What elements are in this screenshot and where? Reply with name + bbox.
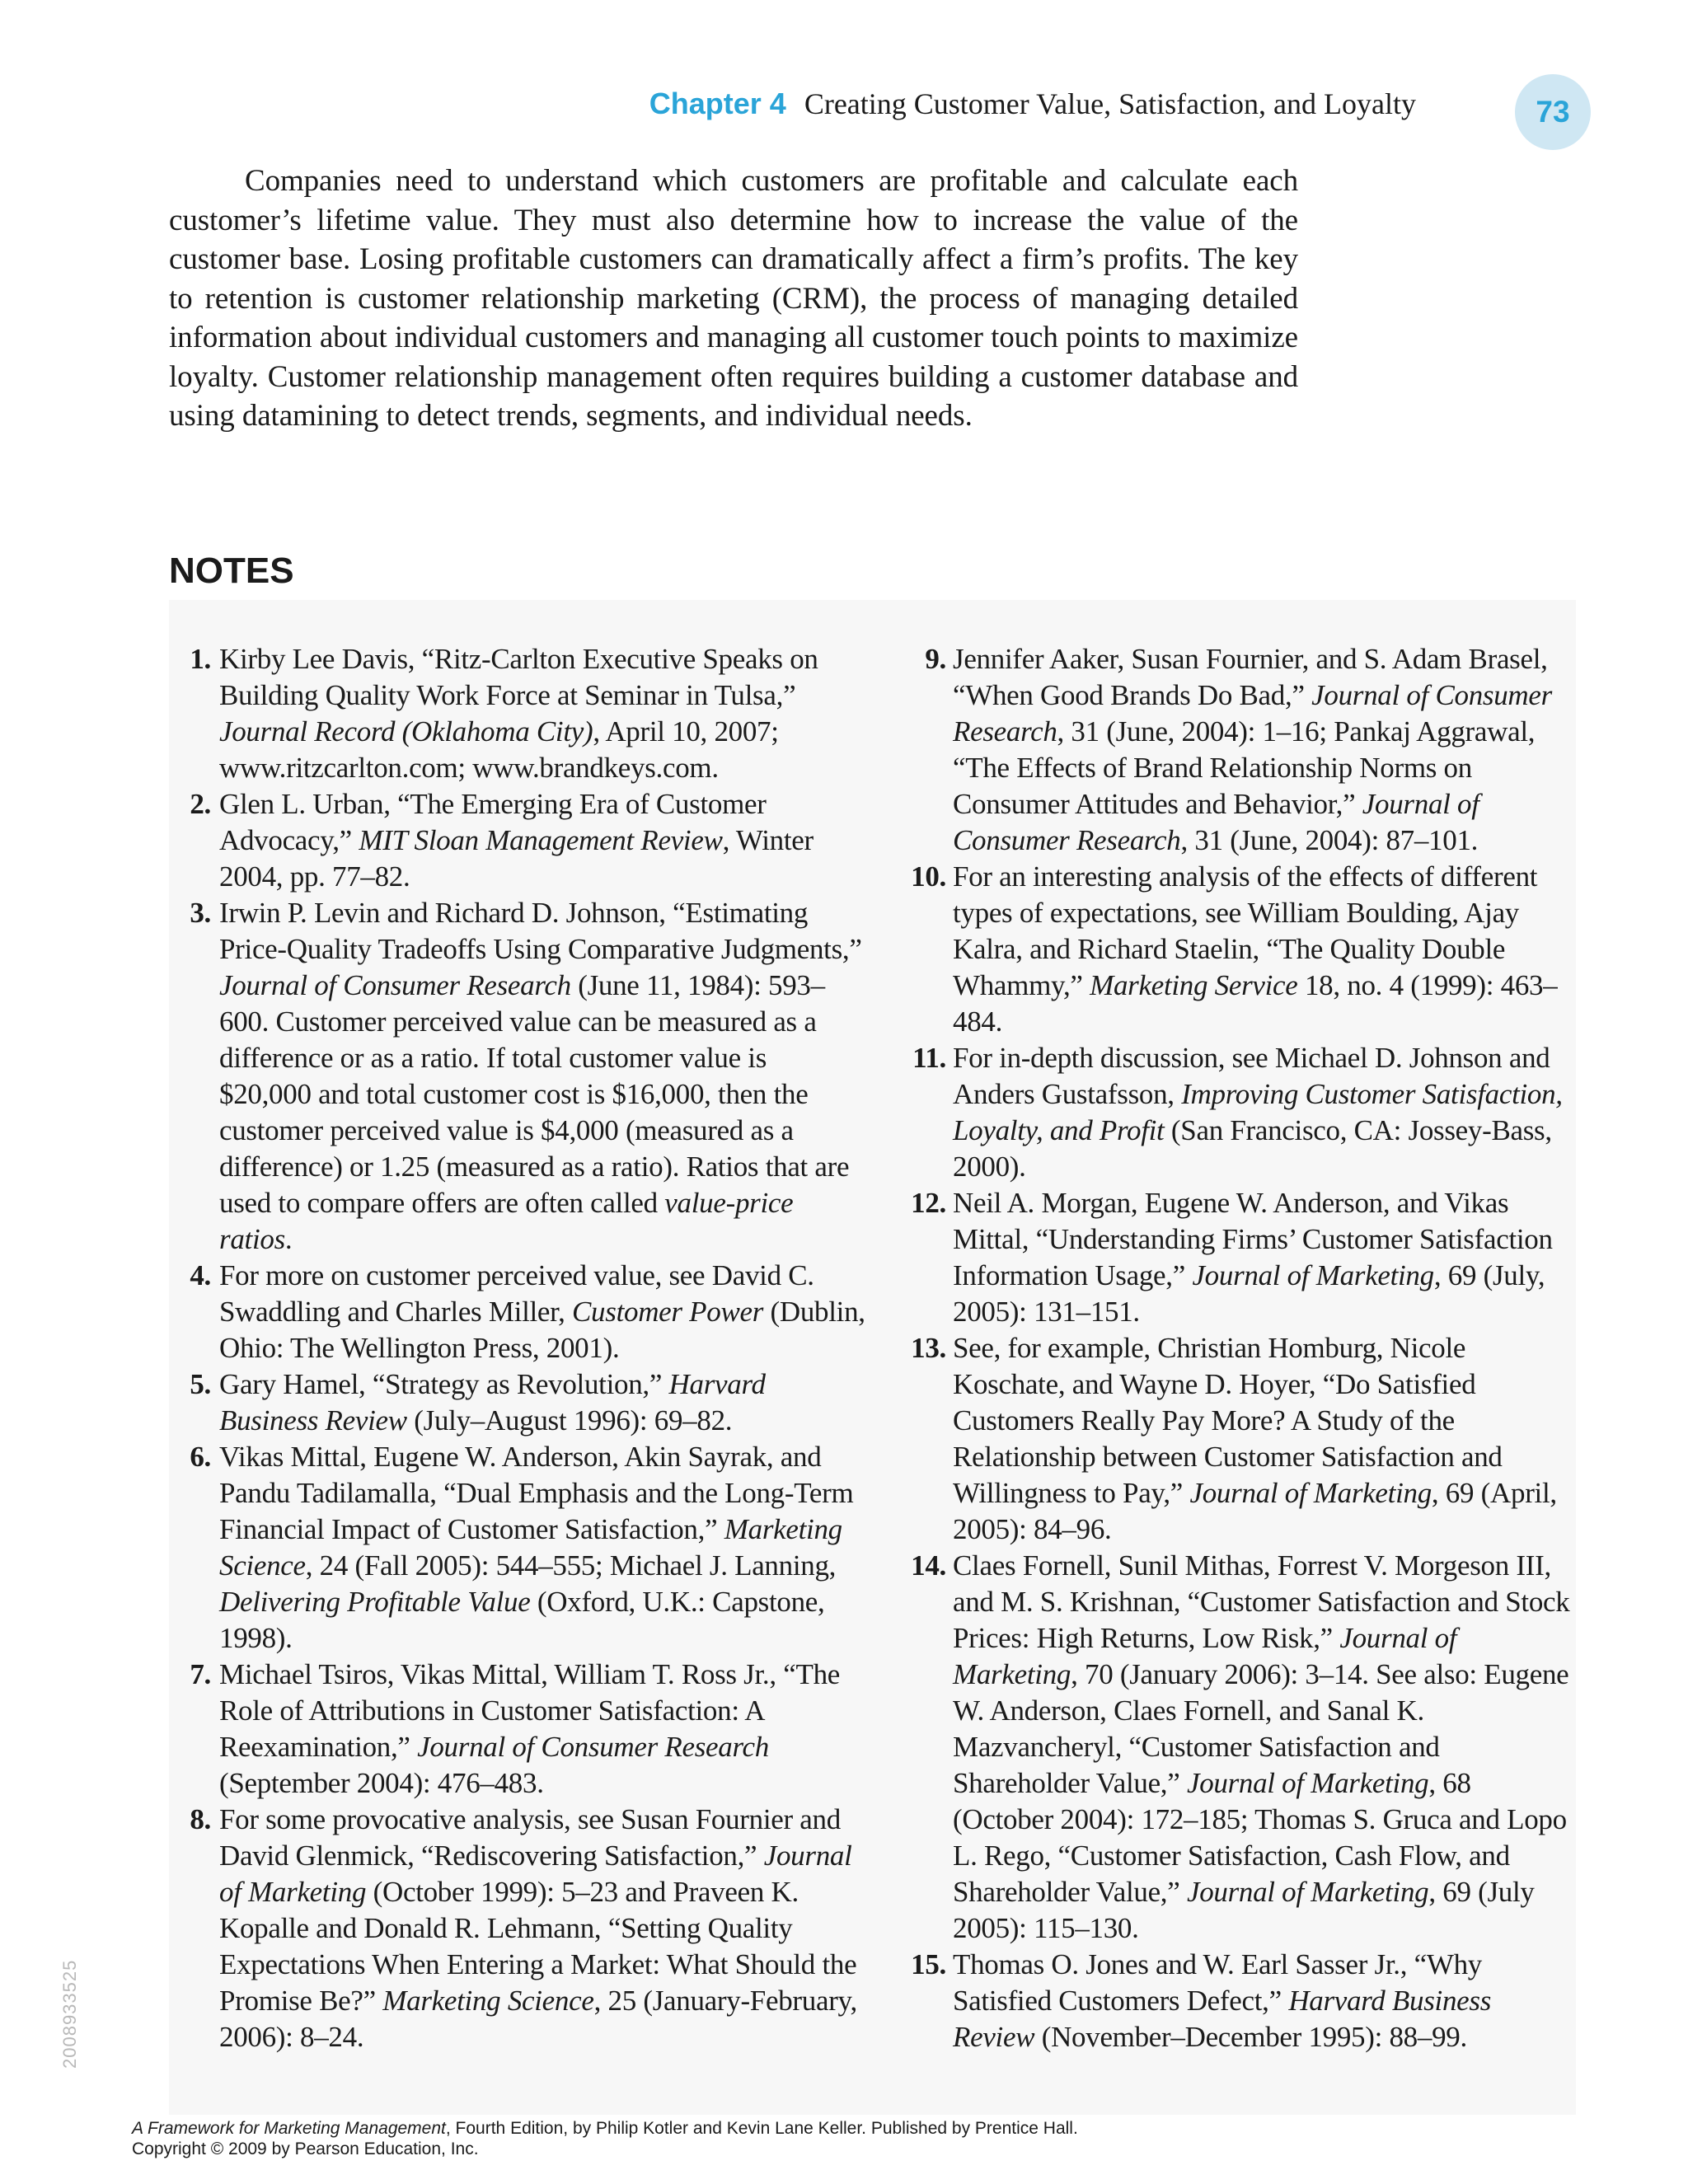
note-item — [173, 1439, 865, 1657]
note-number: 12. — [911, 1187, 946, 1219]
note-item — [900, 1040, 1576, 1185]
note-text: , 68 (October 2004): 172–185; Thomas S. Gruca and Lopo L. Rego, “Customer Satisfaction, Cash Flow, and Shareholder Value,” — [953, 1767, 1567, 1908]
notes-left-column — [173, 641, 865, 2055]
note-title-italic: Delivering Profitable Value — [219, 1586, 531, 1618]
note-title-italic: Journal of Consumer Research — [953, 679, 1552, 748]
note-text: , 24 (Fall 2005): 544–555; Michael J. Lanning, — [305, 1549, 837, 1582]
note-text: For some provocative analysis, see Susan Fournier and David Glenmick, “Rediscovering Satisfaction,” — [219, 1803, 841, 1872]
note-text: , 31 (June, 2004): 1–16; Pankaj Aggrawal, “The Effects of Brand Relationship Norms on Consumer Attitudes and Behavior,” — [953, 715, 1536, 820]
note-title-italic: Journal of Marketing — [1189, 1477, 1432, 1509]
note-title-italic: Journal of Marketing — [953, 1622, 1457, 1690]
note-item — [173, 786, 865, 895]
note-number: 10. — [911, 860, 946, 893]
note-title-italic: Harvard Business Review — [219, 1368, 766, 1436]
note-number: 8. — [190, 1803, 211, 1835]
note-item — [900, 1947, 1576, 2055]
note-item — [900, 1548, 1576, 1947]
note-item — [900, 859, 1576, 1040]
note-text: , 69 (July, 2005): 131–151. — [953, 1259, 1545, 1328]
note-text: , 25 (January-February, 2006): 8–24. — [219, 1985, 857, 2053]
note-number: 15. — [911, 1948, 946, 1980]
footer-edition-line — [132, 2118, 1078, 2139]
note-text: Claes Fornell, Sunil Mithas, Forrest V. Morgeson III, and M. S. Krishnan, “Customer Satisfaction and Stock Prices: High Returns, Low Risk,” — [953, 1549, 1570, 1654]
note-title-italic: Journal Record (Oklahoma City) — [219, 715, 593, 748]
footer-book-title: A Framework for Marketing Management — [132, 2119, 446, 2138]
note-text: Thomas O. Jones and W. Earl Sasser Jr., “Why Satisfied Customers Defect,” — [953, 1948, 1482, 2017]
note-text: (June 11, 1984): 593–600. Customer perceived value can be measured as a difference or as a ratio. If total customer value is $20,000 and total customer cost is $16,000, then the customer perceived value is $4,000 (measured as a difference) or 1.25 (measured as a ratio). Ratios that are used to compare offers are often called — [219, 969, 850, 1219]
note-number: 13. — [911, 1332, 946, 1364]
note-title-italic: Customer Power — [572, 1296, 764, 1328]
note-text: , 70 (January 2006): 3–14. See also: Eugene W. Anderson, Claes Fornell, and Sanal K. Mazvancheryl, “Customer Satisfaction and Shareholder Value,” — [953, 1658, 1569, 1799]
note-title-italic: Journal of Marketing — [1186, 1767, 1429, 1799]
note-number: 1. — [190, 643, 211, 675]
note-number: 3. — [190, 897, 211, 929]
note-title-italic: Marketing Science — [219, 1513, 842, 1582]
note-title-italic: Marketing Service — [1090, 969, 1298, 1001]
note-title-italic: value-price ratios — [219, 1187, 794, 1255]
note-text: Gary Hamel, “Strategy as Revolution,” — [219, 1368, 669, 1400]
note-item — [900, 641, 1576, 859]
note-title-italic: Journal of Consumer Research — [417, 1731, 769, 1763]
note-text: (Dublin, Ohio: The Wellington Press, 2001). — [219, 1296, 865, 1364]
intro-paragraph: Companies need to understand which customers are profitable and calculate each customer’s lifetime value. They must also determine how to increase the value of the customer base. Losing profitable customers can dramatically affect a firm’s profits. The key to retention is customer relationship marketing (CRM), the process of managing detailed information about individual customers and managing all customer touch points to maximize loyalty. Customer relationship management often requires building a customer database and using datamining to detect trends, segments, and individual needs. — [169, 164, 1298, 433]
note-text: (July–August 1996): 69–82. — [406, 1404, 733, 1436]
note-text: Michael Tsiros, Vikas Mittal, William T. Ross Jr., “The Role of Attributions in Customer Satisfaction: A Reexamination,” — [219, 1658, 841, 1763]
note-number: 9. — [925, 643, 946, 675]
note-text: , 69 (July 2005): 115–130. — [953, 1876, 1535, 1944]
note-title-italic: Journal of Consumer Research — [953, 788, 1479, 856]
note-number: 7. — [190, 1658, 211, 1690]
side-identifier: 2008933525 — [59, 1959, 80, 2069]
note-text: Kirby Lee Davis, “Ritz-Carlton Executive Speaks on Building Quality Work Force at Seminar in Tulsa,” — [219, 643, 818, 711]
note-item — [173, 895, 865, 1258]
note-item — [173, 1258, 865, 1366]
note-number: 4. — [190, 1259, 211, 1291]
note-text: , 69 (April, 2005): 84–96. — [953, 1477, 1557, 1545]
note-text: Neil A. Morgan, Eugene W. Anderson, and Vikas Mittal, “Understanding Firms’ Customer Satisfaction Information Usage,” — [953, 1187, 1553, 1291]
footer-edition-text: , Fourth Edition, by Philip Kotler and Kevin Lane Keller. Published by Prentice Hall. — [445, 2119, 1078, 2138]
note-number: 6. — [190, 1441, 211, 1473]
note-text: , 31 (June, 2004): 87–101. — [1180, 824, 1479, 856]
notes-right-column — [900, 641, 1576, 2055]
footer-copyright: Copyright © 2009 by Pearson Education, Inc. — [132, 2139, 479, 2158]
note-title-italic: Harvard Business Review — [953, 1985, 1492, 2053]
note-text: (San Francisco, CA: Jossey-Bass, 2000). — [953, 1114, 1552, 1183]
note-text: See, for example, Christian Homburg, Nicole Koschate, and Wayne D. Hoyer, “Do Satisfied Customers Really Pay More? A Study of the Relationship between Customer Satisfaction and Willingness to Pay,” — [953, 1332, 1503, 1509]
note-number: 11. — [912, 1042, 946, 1074]
note-item — [900, 1185, 1576, 1330]
note-number: 5. — [190, 1368, 211, 1400]
note-text: (September 2004): 476–483. — [219, 1767, 544, 1799]
note-title-italic: Journal of Marketing — [1192, 1259, 1434, 1291]
note-number: 2. — [190, 788, 211, 820]
note-item — [900, 1330, 1576, 1548]
page-number-badge: 73 — [1515, 74, 1591, 150]
note-title-italic: Journal of Marketing — [219, 1840, 852, 1908]
note-text: Irwin P. Levin and Richard D. Johnson, “Estimating Price-Quality Tradeoffs Using Comparative Judgments,” — [219, 897, 862, 965]
note-item — [173, 641, 865, 786]
note-item — [173, 1657, 865, 1802]
note-text: Jennifer Aaker, Susan Fournier, and S. Adam Brasel, “When Good Brands Do Bad,” — [953, 643, 1548, 711]
note-text: Glen L. Urban, “The Emerging Era of Customer Advocacy,” — [219, 788, 767, 856]
note-text: (November–December 1995): 88–99. — [1034, 2021, 1467, 2053]
footer — [132, 2118, 1078, 2159]
note-text: (Oxford, U.K.: Capstone, 1998). — [219, 1586, 825, 1654]
note-text: , April 10, 2007; www.ritzcarlton.com; www.brandkeys.com. — [219, 715, 779, 784]
note-title-italic: MIT Sloan Management Review — [359, 824, 723, 856]
note-text: Vikas Mittal, Eugene W. Anderson, Akin Sayrak, and Pandu Tadilamalla, “Dual Emphasis and the Long-Term Financial Impact of Customer Satisfaction,” — [219, 1441, 854, 1545]
note-title-italic: Improving Customer Satisfaction, Loyalty, and Profit — [953, 1078, 1563, 1146]
note-text: For an interesting analysis of the effects of different types of expectations, see William Boulding, Ajay Kalra, and Richard Staelin, “The Quality Double Whammy,” — [953, 860, 1538, 1001]
note-title-italic: Journal of Marketing — [1186, 1876, 1429, 1908]
chapter-label: Chapter 4 — [649, 87, 786, 120]
note-text: (October 1999): 5–23 and Praveen K. Kopalle and Donald R. Lehmann, “Setting Quality Expectations When Entering a Market: What Should the Promise Be?” — [219, 1876, 857, 2017]
note-item — [173, 1366, 865, 1439]
note-text: 18, no. 4 (1999): 463–484. — [953, 969, 1558, 1038]
chapter-title: Creating Customer Value, Satisfaction, and Loyalty — [804, 87, 1416, 120]
running-head — [649, 89, 1416, 119]
note-title-italic: Marketing Science — [382, 1985, 594, 2017]
note-text: For more on customer perceived value, see David C. Swaddling and Charles Miller, — [219, 1259, 814, 1328]
notes-heading: NOTES — [169, 551, 294, 591]
note-text: . — [284, 1223, 293, 1255]
note-number: 14. — [911, 1549, 946, 1582]
note-text: For in-depth discussion, see Michael D. Johnson and Anders Gustafsson, — [953, 1042, 1550, 1110]
note-title-italic: Journal of Consumer Research — [219, 969, 571, 1001]
note-text: , Winter 2004, pp. 77–82. — [219, 824, 814, 893]
note-item — [173, 1802, 865, 2055]
